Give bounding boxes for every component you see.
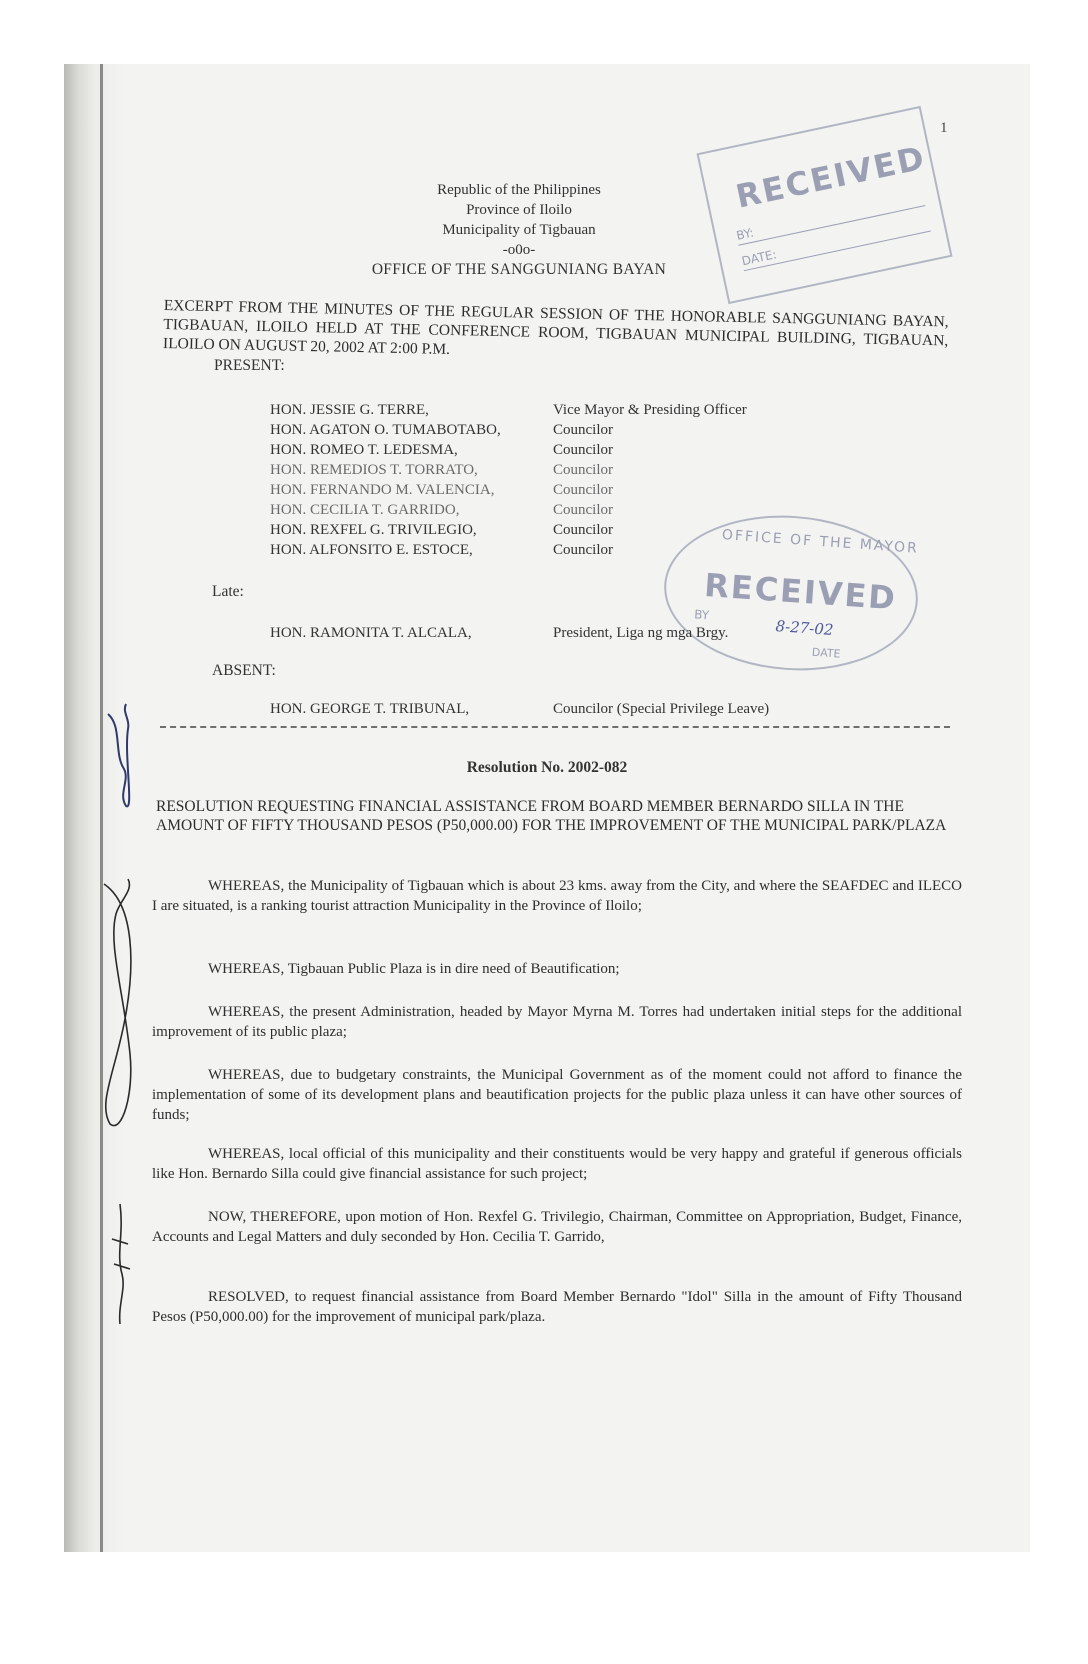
attendee-row — [270, 701, 910, 721]
stamp-office-label: OFFICE OF THE MAYOR — [721, 527, 920, 557]
attendee-position: Councilor — [553, 542, 613, 558]
header-municipality: Municipality of Tigbauan — [442, 222, 596, 238]
attendee-row — [270, 422, 910, 442]
document-header — [334, 180, 704, 280]
header-office: OFFICE OF THE SANGGUNIANG BAYAN — [371, 261, 667, 278]
attendee-row — [270, 462, 910, 482]
attendee-position: Councilor — [553, 482, 613, 498]
document-page — [64, 64, 1030, 1552]
header-divider: -o0o- — [502, 242, 536, 258]
stamp-date-label: DATE — [811, 645, 841, 661]
attendee-name: HON. JESSIE G. TERRE, — [270, 402, 429, 418]
attendee-name: HON. CECILIA T. GARRIDO, — [270, 502, 460, 518]
header-province: Province of Iloilo — [466, 202, 572, 218]
attendee-row — [270, 482, 910, 502]
excerpt-heading: EXCERPT FROM THE MINUTES OF THE REGULAR SESSION OF THE HONORABLE SANGGUNIANG BAYAN, TIGBAUAN, ILOILO HELD AT THE CONFERENCE ROOM, TIGBAUAN MUNICIPAL BUILDING, TIGBAUAN, ILOILO ON AUGUST 20, 2002 AT 2:00 P.M. — [162, 296, 949, 358]
whereas-paragraph: WHEREAS, the Municipality of Tigbauan which is about 23 kms. away from the City, and where the SEAFDEC and ILECO I are situated, is a ranking tourist attraction Municipality in the Province of Iloilo; — [152, 878, 962, 914]
attendee-name: HON. ALFONSITO E. ESTOCE, — [270, 542, 473, 558]
whereas-paragraph: WHEREAS, the present Administration, headed by Mayor Myrna M. Torres had undertaken initial steps for the additional improvement of its public plaza; — [152, 1004, 962, 1040]
whereas-paragraph: WHEREAS, due to budgetary constraints, the Municipal Government as of the moment could not afford to finance the implementation of some of its development plans and beautification projects for the public plaza unless it can have other sources of funds; — [152, 1067, 962, 1123]
attendee-position: Councilor — [553, 442, 613, 458]
resolution-title: RESOLUTION REQUESTING FINANCIAL ASSISTANCE FROM BOARD MEMBER BERNARDO SILLA IN THE AMOUNT OF FIFTY THOUSAND PESOS (P50,000.00) FOR THE IMPROVEMENT OF THE MUNICIPAL PARK/PLAZA — [156, 798, 947, 834]
present-label: PRESENT: — [214, 357, 285, 374]
handwritten-date: 8-27-02 — [775, 617, 835, 640]
whereas-paragraph: WHEREAS, local official of this municipality and their constituents would be very happy and grateful if generous officials like Hon. Bernardo Silla could give financial assistance for such project; — [152, 1146, 962, 1182]
late-label: Late: — [212, 583, 244, 600]
page-number: 1 — [940, 120, 948, 136]
binding-edge — [64, 64, 124, 1552]
attendee-name: HON. REMEDIOS T. TORRATO, — [270, 462, 478, 478]
stamp-by-label: BY: — [735, 225, 755, 243]
attendee-position: President, Liga ng mga Brgy. — [553, 625, 729, 641]
attendee-name: HON. AGATON O. TUMABOTABO, — [270, 422, 501, 438]
attendee-name: HON. REXFEL G. TRIVILEGIO, — [270, 522, 477, 538]
attendee-position: Councilor — [553, 502, 613, 518]
received-stamp-text: RECEIVED — [732, 138, 930, 216]
attendee-position: Councilor — [553, 462, 613, 478]
attendee-position: Councilor — [553, 522, 613, 538]
resolution-number: Resolution No. 2002-082 — [466, 759, 628, 776]
stamp-by-label: BY — [693, 607, 710, 623]
attendee-name: HON. ROMEO T. LEDESMA, — [270, 442, 458, 458]
whereas-paragraph: WHEREAS, Tigbauan Public Plaza is in dire need of Beautification; — [208, 961, 620, 977]
now-therefore-paragraph: NOW, THEREFORE, upon motion of Hon. Rexfel G. Trivilegio, Chairman, Committee on Appropriation, Budget, Finance, Accounts and Legal Matters and duly seconded by Hon. Cecilia T. Garrido, — [152, 1209, 962, 1245]
attendee-row — [270, 402, 910, 422]
binding-line — [100, 64, 103, 1552]
attendee-row — [270, 442, 910, 462]
header-republic: Republic of the Philippines — [437, 182, 601, 198]
stamp-date-label: DATE: — [740, 247, 778, 269]
attendee-name: HON. RAMONITA T. ALCALA, — [270, 625, 472, 641]
dashed-separator — [160, 726, 950, 728]
attendee-position: Councilor — [553, 422, 613, 438]
attendee-position: Vice Mayor & Presiding Officer — [553, 402, 747, 418]
attendee-row — [270, 625, 910, 645]
absent-label: ABSENT: — [212, 662, 276, 679]
attendee-name: HON. FERNANDO M. VALENCIA, — [270, 482, 495, 498]
attendee-position: Councilor (Special Privilege Leave) — [553, 701, 770, 717]
attendee-name: HON. GEORGE T. TRIBUNAL, — [270, 701, 470, 717]
received-stamp-rect — [696, 106, 952, 304]
stamp-line — [738, 205, 925, 246]
resolved-paragraph: RESOLVED, to request financial assistance from Board Member Bernardo "Idol" Silla in the amount of Fifty Thousand Pesos (P50,000.00) for the improvement of municipal park/plaza. — [152, 1289, 962, 1325]
received-stamp-text: RECEIVED — [703, 565, 899, 618]
